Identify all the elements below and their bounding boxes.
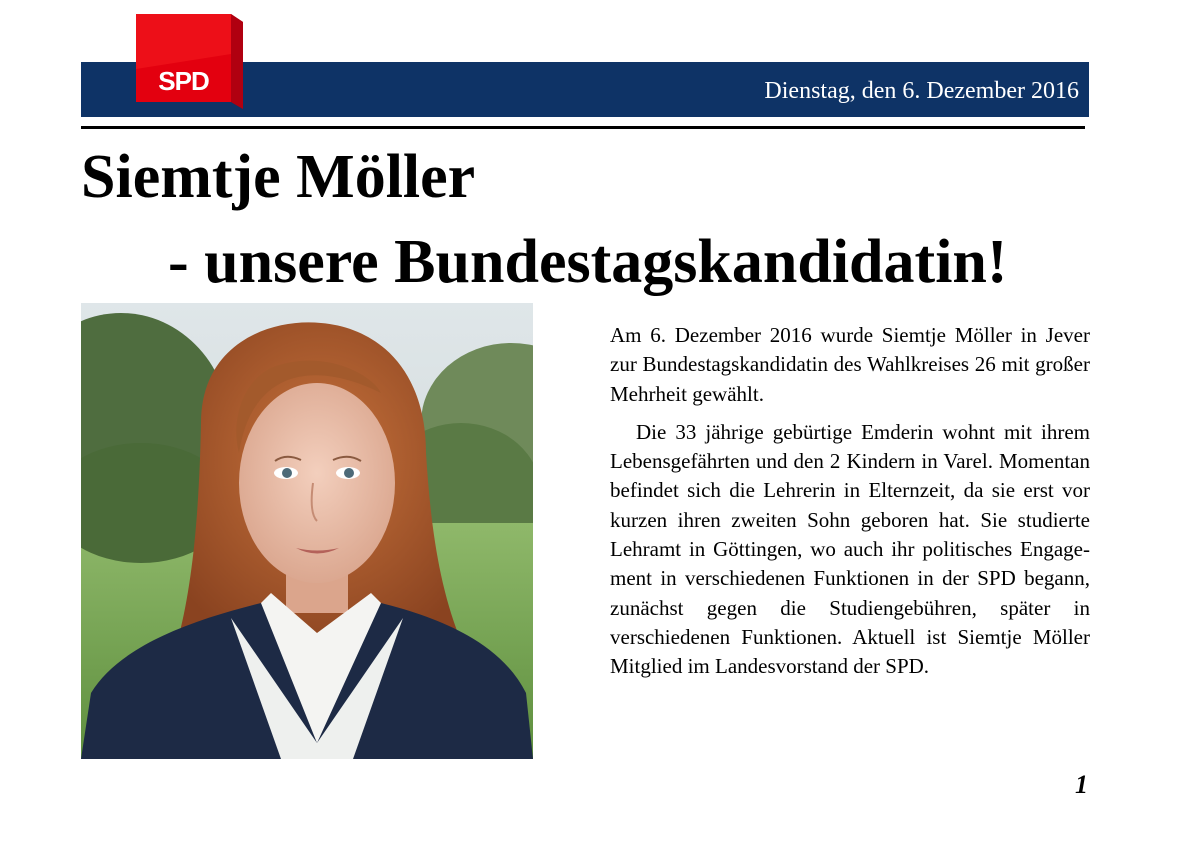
header-divider	[81, 126, 1085, 129]
headline-subtitle: - unsere Bundestagskandidatin!	[168, 228, 1008, 296]
logo-text: SPD	[158, 66, 209, 96]
issue-date: Dienstag, den 6. Dezember 2016	[764, 78, 1079, 104]
candidate-portrait-photo	[81, 303, 533, 759]
page-number: 1	[1075, 770, 1088, 799]
headline-name: Siemtje Möller	[81, 143, 476, 211]
spd-logo	[136, 14, 243, 109]
paragraph-intro: Am 6. Dezember 2016 wurde Siemtje Möller in Jever zur Bundestagskandidatin des Wahlkreises 26 mit großer Mehrheit gewählt.	[610, 323, 1090, 406]
article-body	[610, 321, 1090, 682]
paragraph-biography: Die 33 jährige gebürtige Emderin wohnt mit ihrem Lebensgefährten und den 2 Kindern in Varel. Momentan befindet sich die Lehrerin in Elternzeit, da sie erst vor kurzen ihren zweiten Sohn geboren hat. Sie studierte Lehramt in Göttingen, wo auch ihr politisches Engagement in verschiedenen Funktionen in der SPD begann, zunächst gegen die Studiengebühren, später in verschiedenen Funktionen. Aktuell ist Siemtje Möller Mitglied im Landesvorstand der SPD.	[610, 419, 1090, 679]
